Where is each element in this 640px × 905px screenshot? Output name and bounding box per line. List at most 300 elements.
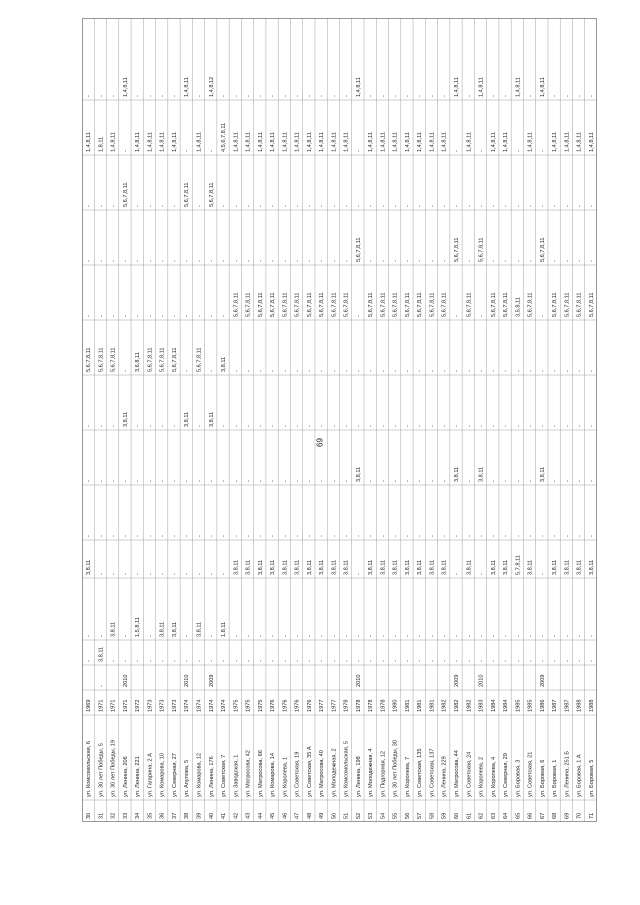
table-cell: - [221,660,228,662]
table-cell: 5,6,7,8,11 [331,292,338,317]
table-cell: 42 [233,812,240,819]
table-cell: - [503,205,510,207]
table-cell: 1,4,8,11 [515,77,522,97]
schedule-table [82,18,597,822]
table-cell: 5,6,7,8,11 [490,292,497,317]
table-cell: ул. Советская, 24 [466,751,473,797]
table-cell: - [453,205,460,207]
table-cell: - [503,260,510,262]
table-cell: - [147,260,154,262]
table-cell: - [404,660,411,662]
table-cell: 3,8,11 [429,559,436,575]
table-cell: - [441,535,448,537]
table-cell: - [588,370,595,372]
table-cell: 70 [576,812,583,819]
table-cell: - [319,205,326,207]
table-cell: ул. Ленина, 176 [208,756,215,797]
table-cell: 3,8,11 [270,559,277,575]
table-cell: - [478,205,485,207]
table-cell: - [380,635,387,637]
table-cell: 3,8,11 [355,466,362,482]
table-cell: 4,5,6,7,8,11 [221,122,228,152]
table-cell: - [552,660,559,662]
table-cell: - [257,480,264,482]
table-cell: 5,6,7,8,11 [429,292,436,317]
table-cell: ул. Боровая, 5 [588,759,595,797]
table-cell: 1978 [343,699,350,712]
table-cell: 1975 [257,699,264,712]
table-cell: - [417,95,424,97]
table-cell: - [355,425,362,427]
table-cell: - [515,205,522,207]
table-cell: - [343,480,350,482]
table-cell: - [282,535,289,537]
table-cell: - [122,480,129,482]
table-cell: 1980 [392,699,399,712]
table-cell: 5,6,7,8,11 [184,182,191,207]
table-cell: 1,4,8,11 [380,132,387,152]
table-cell: - [380,535,387,537]
table-cell: ул. Королева, 1 [282,756,289,797]
table-cell: - [331,370,338,372]
table-cell: 5,6,7,8,11 [147,347,154,372]
table-cell: - [135,95,142,97]
table-cell: - [196,573,203,575]
table-cell: - [257,370,264,372]
table-cell: - [245,535,252,537]
table-cell: - [233,205,240,207]
table-cell: - [319,535,326,537]
table-cell: 1,4,8,11 [429,132,436,152]
table-cell: - [245,370,252,372]
table-cell: 33 [122,812,129,819]
table-cell: - [368,535,375,537]
table-cell: - [539,573,546,575]
table-cell: - [184,315,191,317]
table-cell: ул. Северная, 29 [503,753,510,797]
table-cell: - [319,635,326,637]
table-cell: - [417,660,424,662]
table-cell: ул. 30 лет Победы, 5 [98,743,105,797]
table-cell: - [503,370,510,372]
table-cell: - [503,535,510,537]
table-cell: 5,6,7,8,11 [466,292,473,317]
table-cell: - [515,370,522,372]
table-cell: - [208,635,215,637]
table-cell: 1,4,8,12 [208,76,215,97]
table-cell: ул. Молодежная, 2 [331,748,338,797]
table-cell: 3,8,11 [98,646,105,662]
table-cell: - [417,260,424,262]
table-cell: - [552,260,559,262]
table-cell: - [392,95,399,97]
table-cell: ул. Королева, 4 [490,756,497,797]
table-cell: 1,4,8,11 [453,77,460,97]
table-cell: - [441,370,448,372]
table-cell: - [404,95,411,97]
table-cell: - [478,535,485,537]
table-cell: - [490,425,497,427]
table-cell: 1987 [552,699,559,712]
table-cell: - [159,315,166,317]
table-cell: - [282,660,289,662]
table-cell: - [86,260,93,262]
table-cell: - [404,370,411,372]
table-cell: - [270,260,277,262]
table-cell: - [86,480,93,482]
table-cell: ул. Боровая, 1 [552,759,559,797]
table-cell: - [588,95,595,97]
table-cell: - [355,573,362,575]
table-cell: 3,8,11 [490,559,497,575]
table-cell: 1,8,11 [98,136,105,152]
table-cell: - [196,260,203,262]
table-cell: 43 [245,812,252,819]
table-cell: - [98,315,105,317]
table-cell: 5,6,7,8,11 [306,292,313,317]
table-cell: 1,4,8,11 [319,132,326,152]
table-cell: - [196,95,203,97]
table-cell: 1,4,8,11 [294,132,301,152]
table-cell: - [110,660,117,662]
table-cell: ул. 30 лет Победы, 30 [392,739,399,797]
table-cell: 57 [417,812,424,819]
table-cell: ул. Северная, 27 [171,753,178,797]
table-cell: - [196,205,203,207]
table-cell: - [184,535,191,537]
table-cell: - [331,660,338,662]
table-cell: - [343,660,350,662]
table-cell: 1972 [135,699,142,712]
table-cell: 5,6,7,8,11 [282,292,289,317]
table-cell: - [122,535,129,537]
table-cell: 52 [355,812,362,819]
table-cell: 1,4,8,11 [233,132,240,152]
table-cell: 1,4,8,11 [110,132,117,152]
table-cell: - [588,205,595,207]
table-cell: - [208,315,215,317]
table-cell: - [441,95,448,97]
table-cell: ул. Советская, 135 [417,748,424,797]
table-cell: 1976 [282,699,289,712]
table-cell: 47 [294,812,301,819]
table-cell: - [576,660,583,662]
table-cell: 1975 [233,699,240,712]
table-cell: - [282,260,289,262]
table-cell: 1,4,8,11 [135,132,142,152]
table-cell: 3,8,11 [368,559,375,575]
table-cell: - [98,425,105,427]
table-cell: - [257,660,264,662]
table-cell: 1973 [159,699,166,712]
table-cell: - [380,370,387,372]
table-cell: - [368,660,375,662]
table-cell: 5,6,7,8,11 [355,237,362,262]
table-cell: 1,4,8,11 [171,132,178,152]
table-cell: - [122,660,129,662]
table-cell: - [184,660,191,662]
table-cell: - [490,370,497,372]
table-cell: 3,8,11 [184,411,191,427]
table-cell: - [122,315,129,317]
table-cell: 2010 [355,674,362,687]
table-cell: - [417,480,424,482]
table-cell: 3,8,11 [110,621,117,637]
table-cell: - [331,95,338,97]
table-cell: - [429,95,436,97]
table-cell: 1978 [380,699,387,712]
table-cell: 1,4,8,11 [527,132,534,152]
table-cell: - [429,370,436,372]
table-cell: 1,4,8,11 [196,132,203,152]
table-cell: - [159,425,166,427]
table-cell: 60 [453,812,460,819]
table-cell: - [98,573,105,575]
table-cell: ул. Комсомольская, 5 [343,741,350,797]
table-cell: - [171,573,178,575]
table-cell: - [184,150,191,152]
table-cell: 5,6,7,8,11 [380,292,387,317]
table-cell: - [98,205,105,207]
table-cell: - [147,95,154,97]
table-cell: - [294,425,301,427]
table-cell: - [270,480,277,482]
table-cell: - [576,370,583,372]
table-cell: 3,8,11 [576,559,583,575]
table-cell: 1984 [490,699,497,712]
table-cell: 1,4,8,11 [490,132,497,152]
table-cell: - [539,315,546,317]
table-cell: - [135,480,142,482]
table-cell: - [343,205,350,207]
table-cell: - [588,535,595,537]
table-cell: - [184,573,191,575]
table-cell: - [110,95,117,97]
table-cell: 1,4,8,11 [270,132,277,152]
table-cell: ул. Ленина, 206 [122,756,129,797]
table-cell: - [319,660,326,662]
table-cell: - [466,660,473,662]
table-cell: - [331,480,338,482]
table-cell: 5,6,7,8,11 [208,182,215,207]
table-cell: - [245,635,252,637]
table-cell: 1,4,8,11 [417,132,424,152]
table-cell: 3,5,8,11 [515,297,522,317]
table-cell: - [478,635,485,637]
table-cell: - [196,315,203,317]
table-cell: 1984 [503,699,510,712]
table-cell: - [171,95,178,97]
table-cell: ул. Матросова, 44 [453,750,460,797]
table-cell: - [135,260,142,262]
table-cell: - [270,535,277,537]
table-cell: 3,8,11 [417,559,424,575]
table-cell: - [453,315,460,317]
table-cell: - [135,315,142,317]
table-cell: 5,6,7,8,11 [539,237,546,262]
table-cell: - [355,660,362,662]
table-cell: 1981 [429,699,436,712]
table-cell: 1,4,8,11 [282,132,289,152]
table-cell: - [257,205,264,207]
table-cell: 1,4,8,11 [576,132,583,152]
table-cell: - [221,573,228,575]
table-cell: ул. Боровая, 3 [515,759,522,797]
table-cell: - [294,95,301,97]
table-cell: 5,6,7,8,11 [588,292,595,317]
table-cell: - [515,635,522,637]
table-cell: 3,8,11 [221,356,228,372]
table-cell: 3,8,11 [233,559,240,575]
table-cell: 5,6,7,8,11 [368,292,375,317]
table-cell: - [294,205,301,207]
table-cell: - [98,685,105,687]
table-cell: - [319,260,326,262]
table-cell: 3,8,11 [527,559,534,575]
table-cell: - [539,205,546,207]
table-cell: - [392,535,399,537]
table-cell: - [453,370,460,372]
table-cell: 49 [319,812,326,819]
table-cell: - [306,205,313,207]
table-cell: 46 [282,812,289,819]
table-cell: 3,8,11 [159,621,166,637]
table-cell: - [466,205,473,207]
table-cell: 53 [368,812,375,819]
table-cell: - [539,535,546,537]
table-cell: - [343,535,350,537]
table-cell: 3,8,11 [466,559,473,575]
table-cell: - [576,480,583,482]
table-cell: - [515,660,522,662]
table-cell: - [429,635,436,637]
table-cell: - [527,635,534,637]
table-cell: 5,6,7,8,11 [552,292,559,317]
table-cell: 41 [221,812,228,819]
table-cell: 1,4,8,11 [466,132,473,152]
table-cell: - [294,370,301,372]
table-cell: - [429,205,436,207]
table-cell: - [453,635,460,637]
table-cell: 5,6,7,8,11 [171,347,178,372]
table-cell: 3,8,11 [196,621,203,637]
table-cell: 3,8,11 [441,559,448,575]
table-cell: - [257,95,264,97]
table-cell: - [588,260,595,262]
table-cell: - [576,635,583,637]
table-cell: - [564,535,571,537]
table-cell: - [527,205,534,207]
table-cell: - [539,660,546,662]
table-cell: 3,8,11 [392,559,399,575]
table-cell: - [368,95,375,97]
table-cell: ул. Королева, 7 [404,756,411,797]
table-cell: - [306,480,313,482]
table-cell: 1988 [576,699,583,712]
table-cell: 5,6,7,8,11 [576,292,583,317]
table-cell: - [196,480,203,482]
table-cell: 1973 [147,699,154,712]
table-cell: - [135,573,142,575]
table-cell: 50 [331,812,338,819]
table-cell: - [159,260,166,262]
table-cell: 1974 [184,699,191,712]
table-cell: ул. Матросова, 42 [245,750,252,797]
table-cell: - [564,95,571,97]
table-cell: - [282,425,289,427]
table-cell: - [466,260,473,262]
table-cell: - [576,425,583,427]
table-cell: - [110,205,117,207]
table-cell: 48 [306,812,313,819]
table-cell: - [539,150,546,152]
table-cell: 1,4,8,11 [355,77,362,97]
table-cell: 31 [98,812,105,819]
table-cell: 59 [441,812,448,819]
table-cell: - [552,635,559,637]
table-cell: - [135,425,142,427]
table-cell: ул. Советская, 137 [429,748,436,797]
table-cell: - [184,635,191,637]
table-cell: - [233,370,240,372]
table-cell: 3,8,11 [257,559,264,575]
table-cell: 5,6,7,8,11 [245,292,252,317]
table-cell: - [539,635,546,637]
table-cell: - [368,370,375,372]
table-cell: 1988 [588,699,595,712]
table-cell: - [417,535,424,537]
table-cell: - [527,425,534,427]
table-cell: 1971 [122,699,129,712]
table-cell: - [343,425,350,427]
table-cell: - [527,370,534,372]
table-cell: - [233,95,240,97]
table-cell: 3,8,11 [86,559,93,575]
table-cell: 45 [270,812,277,819]
table-cell: ул. Королева, 2 [478,756,485,797]
table-cell: - [380,260,387,262]
table-cell: 1976 [294,699,301,712]
table-cell: 3,8,11 [122,411,129,427]
table-cell: 65 [515,812,522,819]
table-cell: 1981 [417,699,424,712]
table-cell: - [233,480,240,482]
table-cell: ул. Ленина, 251 Б [564,751,571,797]
table-cell: - [515,425,522,427]
table-cell: - [588,635,595,637]
table-cell: - [380,660,387,662]
table-cell: - [270,205,277,207]
table-cell: 3,8,11 [478,466,485,482]
table-cell: 1,4,8,11 [184,77,191,97]
table-cell: - [539,370,546,372]
table-cell: - [86,315,93,317]
table-cell: - [294,260,301,262]
table-cell: 5,6,7,8,11 [478,237,485,262]
table-cell: 2010 [122,674,129,687]
table-cell: - [86,425,93,427]
table-cell: 1,4,8,11 [503,132,510,152]
table-cell: - [147,535,154,537]
table-cell: - [110,425,117,427]
table-cell: - [478,425,485,427]
table-cell: 1973 [171,699,178,712]
table-cell: - [221,425,228,427]
table-cell: 5,6,7,8,11 [86,347,93,372]
table-cell: 38 [184,812,191,819]
table-cell: - [147,660,154,662]
table-cell: - [221,315,228,317]
